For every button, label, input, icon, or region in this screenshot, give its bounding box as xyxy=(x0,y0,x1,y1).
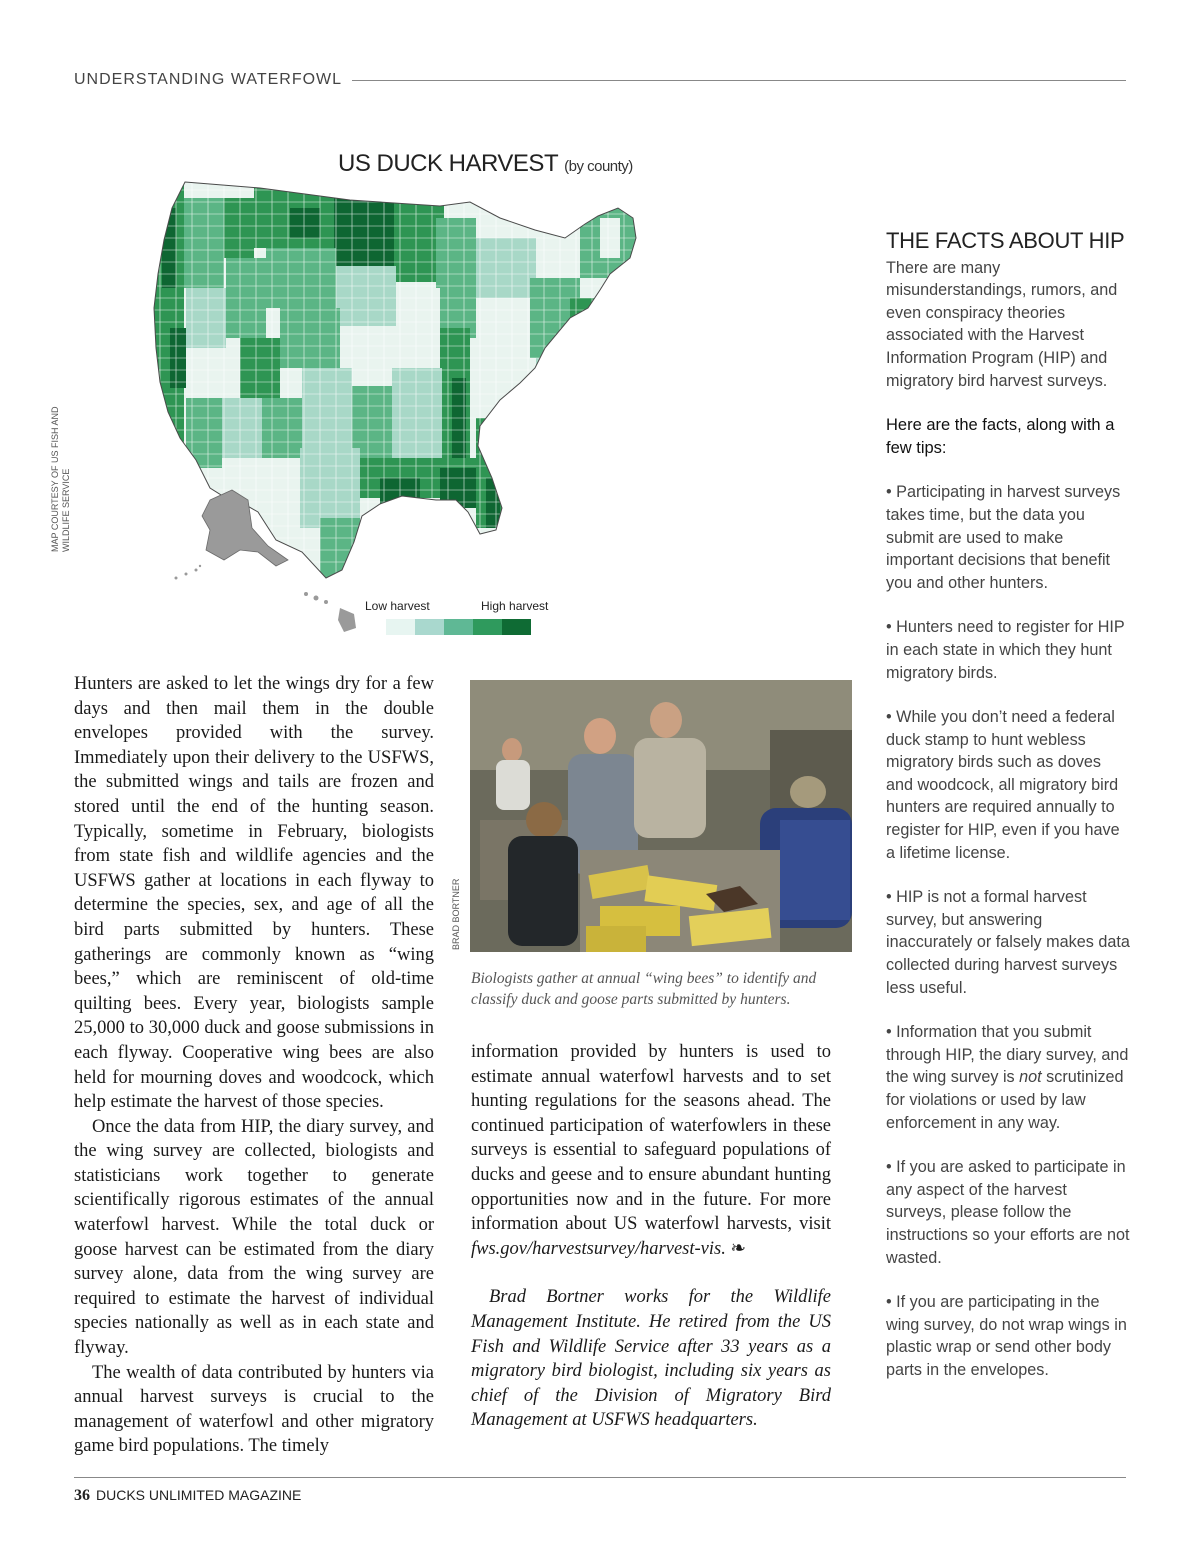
end-mark-icon: ❧ xyxy=(725,1238,746,1259)
article-paragraph-3: The wealth of data contributed by hunters via annual harvest surveys is crucial to the management of waterfowl and other migratory game bird populations. The timely xyxy=(74,1362,434,1457)
legend-swatch-3 xyxy=(444,619,473,635)
map-credit: MAP COURTESY OF US FISH AND WILDLIFE SERVICE xyxy=(50,406,71,552)
us-harvest-map xyxy=(140,178,640,638)
legend-swatch-4 xyxy=(473,619,502,635)
sidebar-title: THE FACTS ABOUT HIP xyxy=(886,228,1125,253)
sidebar-tip-5 xyxy=(886,1021,1131,1134)
article-column-middle xyxy=(471,1040,831,1433)
harvest-survey-link[interactable]: fws.gov/harvestsurvey/harvest-vis. xyxy=(471,1238,726,1259)
sidebar-tip-4: • HIP is not a formal harvest survey, but answering inaccurately or falsely makes data collected during harvest surveys less useful. xyxy=(886,888,1130,997)
sidebar-tip-5-emphasis: not xyxy=(1019,1068,1042,1087)
hawaii-shape xyxy=(304,592,356,632)
sidebar-tip-2: • Hunters need to register for HIP in each state in which they hunt migratory birds. xyxy=(886,618,1125,682)
sidebar-intro: There are many misunderstandings, rumors, and even conspiracy theories associated with the Harvest Information Program (HIP) and migratory bird harvest surveys. xyxy=(886,258,1118,390)
hip-facts-sidebar xyxy=(886,230,1131,1404)
header-rule xyxy=(352,80,1126,81)
footer-rule xyxy=(74,1477,1126,1478)
sidebar-lead: Here are the facts, along with a few tips: xyxy=(886,416,1115,457)
article-paragraph-4-text: information provided by hunters is used to estimate annual waterfowl harvests and to set hunting regulations for the seasons ahead. The continued participation of waterfowlers in these surveys is essential to safeguard populations of ducks and geese and to ensure abundant hunting opportunities now and in the future. For more information about US waterfowl harvests, visit xyxy=(471,1042,831,1235)
wing-bee-photo xyxy=(470,680,852,952)
sidebar-tip-7: • If you are participating in the wing survey, do not wrap wings in plastic wrap or send other body parts in the envelopes. xyxy=(886,1293,1127,1379)
article-paragraph-2: Once the data from HIP, the diary survey, and the wing survey are collected, biologists and statisticians work together to generate scientifically rigorous estimates of the annual waterfowl harvest. While the total duck or goose harvest can be estimated from the diary survey alone, data from the wing survey are required to estimate the harvest of individual species nationally as well as in each state and flyway. xyxy=(74,1116,434,1359)
section-label: UNDERSTANDING WATERFOWL xyxy=(74,71,343,88)
sidebar-tip-5-part-a: • Information that you submit through HIP, the diary survey, and the wing survey is xyxy=(886,1023,1129,1087)
photo-credit: BRAD BORTNER xyxy=(451,878,461,950)
article-paragraph-4 xyxy=(471,1040,831,1261)
page-number: 36 xyxy=(74,1487,90,1504)
map-title-text: US DUCK HARVEST xyxy=(338,150,559,177)
article-paragraph-1: Hunters are asked to let the wings dry for a few days and then mail them in the double envelopes provided with the survey. Immediately upon their delivery to the USFWS, the submitted wings and tails are frozen and stored until the end of the hunting season. Typically, sometime in February, biologists from state fish and wildlife agencies and the USFWS gather at locations in each flyway to determine the species, sex, and age of all the bird parts submitted by hunters. These gatherings are commonly known as “wing bees,” which are reminiscent of old-time quilting bees. Every year, biologists sample 25,000 to 30,000 duck and goose submissions in each flyway. Cooperative wing bees are also held for mourning doves and woodcock, which help estimate the harvest of those species. xyxy=(74,674,434,1113)
legend-color-scale xyxy=(386,619,531,635)
legend-swatch-1 xyxy=(386,619,415,635)
sidebar-tip-1: • Participating in harvest surveys takes time, but the data you submit are used to make important decisions that benefit you and other hunters. xyxy=(886,483,1121,592)
photo-caption: Biologists gather at annual “wing bees” to identify and classify duck and goose parts submitted by hunters. xyxy=(471,970,817,1008)
map-title xyxy=(338,150,633,178)
article-column-left xyxy=(74,672,434,1459)
author-bio: Brad Bortner works for the Wildlife Management Institute. He retired from the US Fish and Wildlife Service after 33 years as a migratory bird biologist, including six years as chief of the Division of Migratory Bird Management at USFWS headquarters. xyxy=(471,1287,831,1431)
aleutian-islands xyxy=(175,565,202,580)
sidebar-tip-3: • While you don’t need a federal duck stamp to hunt webless migratory birds such as doves and woodcock, all migratory bird hunters are required annually to register for HIP, even if you have a lifetime license. xyxy=(886,708,1120,862)
map-subtitle: (by county) xyxy=(564,158,633,175)
legend-swatch-5 xyxy=(502,619,531,635)
legend-swatch-2 xyxy=(415,619,444,635)
sidebar-tip-6: • If you are asked to participate in any aspect of the harvest surveys, please follow the instructions so your efforts are not wasted. xyxy=(886,1158,1130,1267)
page-footer xyxy=(74,1487,301,1505)
legend-low-label: Low harvest xyxy=(365,599,430,613)
magazine-name: DUCKS UNLIMITED MAGAZINE xyxy=(96,1487,302,1503)
legend-high-label: High harvest xyxy=(481,599,549,613)
sidebar-tip-5-part-c: scrutinized for violations or used by law enforcement in any way. xyxy=(886,1068,1124,1132)
